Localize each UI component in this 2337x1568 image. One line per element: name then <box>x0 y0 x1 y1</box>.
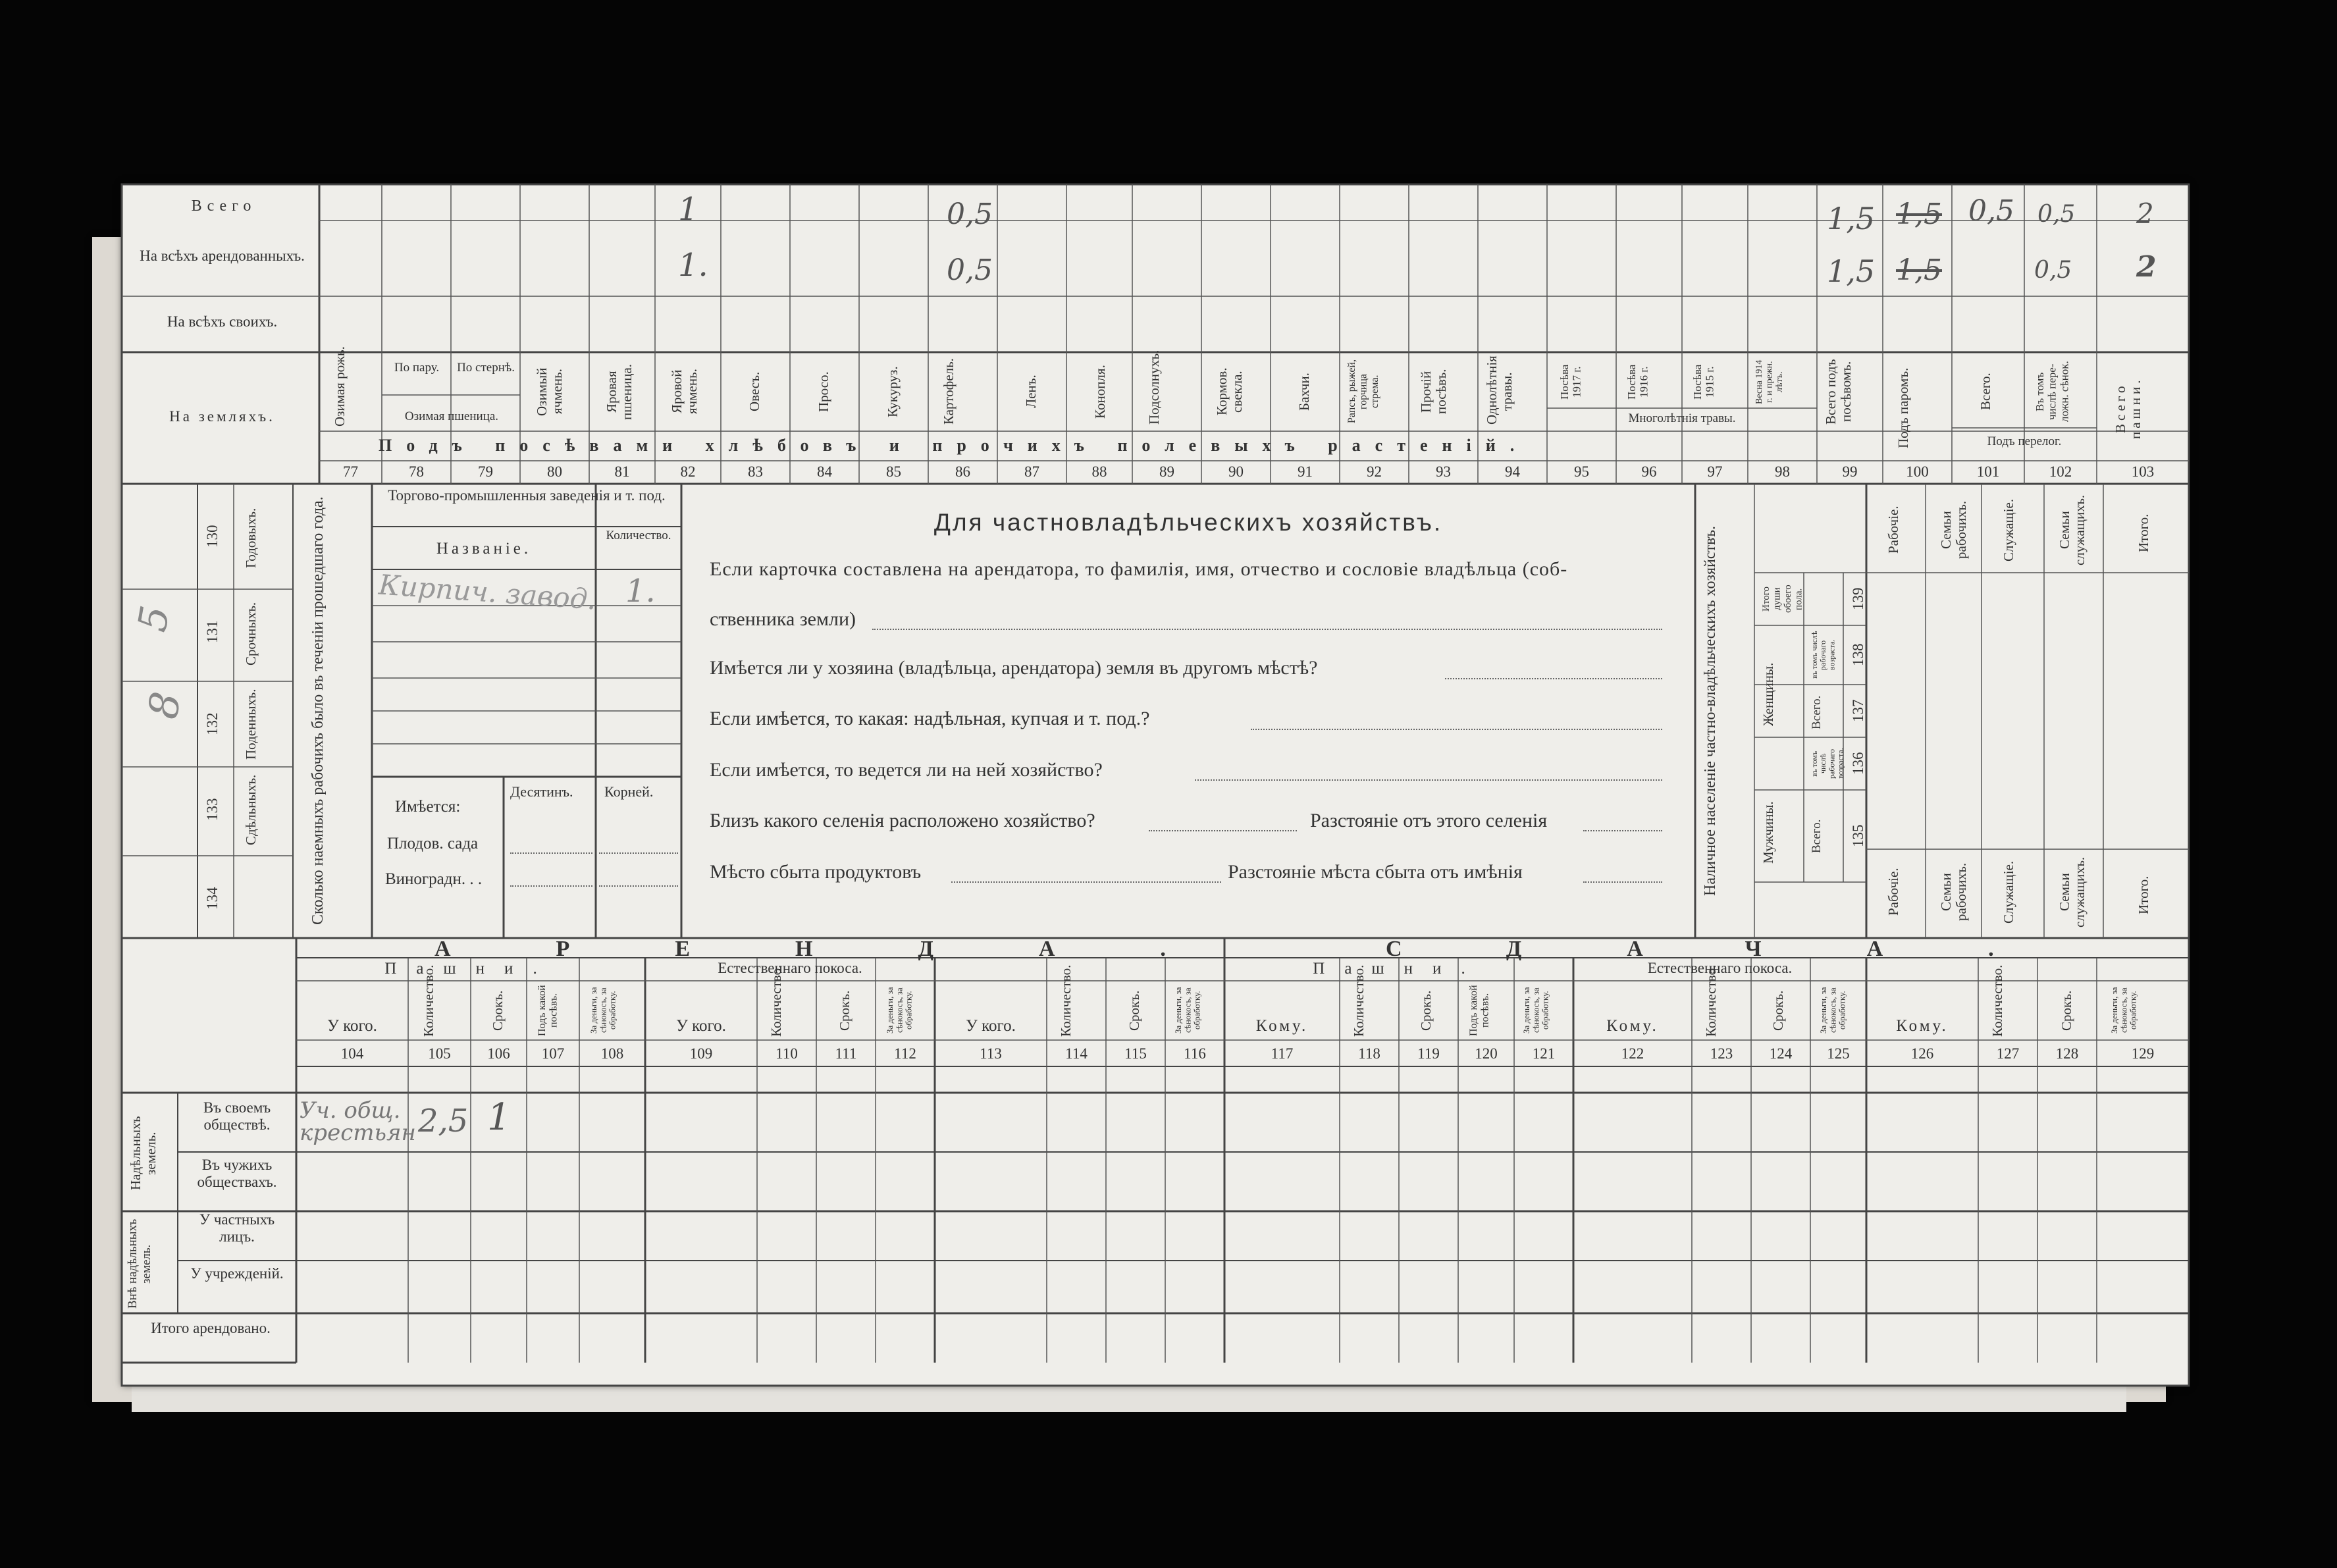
lease-col-number: 112 <box>894 1045 916 1062</box>
vineyard-roots-line <box>599 885 678 887</box>
hw-total-fallow-incl: 0,5 <box>2037 201 2076 228</box>
private-q2-line <box>1445 678 1662 679</box>
pop-servants: Служащіе. <box>2001 498 2016 562</box>
row-label-rented: На всѣхъ арендованныхъ. <box>140 248 305 264</box>
col-head-sunflower: Подсолнухъ. <box>1146 350 1162 425</box>
pop-workers-bottom: Рабочіе. <box>1885 868 1901 916</box>
col-head-winter-barley: Озимый ячмень. <box>534 367 565 416</box>
col-head-flax: Ленъ. <box>1023 375 1039 409</box>
private-q6b: Разстояніе мѣста сбыта отъ имѣнія <box>1228 861 1523 883</box>
row-private-persons: У частныхъ лицъ. <box>199 1211 275 1245</box>
row-label-total: Всего <box>191 197 257 215</box>
lease-col-number: 105 <box>428 1045 451 1062</box>
lease-hay-s1: Естественнаго покоса. <box>1647 960 1793 976</box>
crop-col-number: 87 <box>1024 463 1039 480</box>
hw-total-arable: 2 <box>2136 197 2154 230</box>
hw-rented-sown: 1,5 <box>1827 253 1876 289</box>
hw-margin-8: 8 <box>138 688 191 723</box>
private-q1b: ственника земли) <box>710 608 856 630</box>
sub-crop-1: Подъ какой посѣвъ. <box>1468 985 1491 1036</box>
crop-col-number: 92 <box>1367 463 1382 480</box>
vineyard-desyatin-line <box>510 885 592 887</box>
col-head-annual-grass: Однолѣтнія травы. <box>1484 355 1515 425</box>
col-head-potato: Картофель. <box>941 358 957 425</box>
hw-rented-fallow: 1,5 <box>1896 253 1942 287</box>
lease-col-number: 125 <box>1827 1045 1850 1062</box>
hw-rented-fallow-incl: 0,5 <box>2034 257 2072 284</box>
crop-col-number: 101 <box>1976 463 2000 480</box>
pop-col-138: 138 <box>1850 643 1866 667</box>
col-head-fodder-beet: Кормов. свекла. <box>1214 367 1246 416</box>
crop-col-number: 97 <box>1707 463 1723 480</box>
col-head-maize: Кукуруз. <box>885 366 901 417</box>
worker-col-134: 134 <box>204 887 221 910</box>
pop-women: Женщины. <box>1760 662 1776 727</box>
hw-enterprise-name: Кирпич. завод. <box>377 568 598 616</box>
private-q5b-line <box>1583 830 1662 831</box>
col-head-total-sown: Всего подъ посѣвомъ. <box>1823 359 1854 425</box>
col-head-by-stubble: По стернѣ. <box>457 361 515 375</box>
lease-col-number: 104 <box>340 1045 364 1062</box>
orchard-label: Плодов. сада <box>387 835 479 852</box>
private-q4: Если имѣется, то ведется ли на ней хозяйство? <box>710 759 1103 781</box>
vineyard-label: Виноградн. . . <box>385 870 483 888</box>
crop-col-number: 77 <box>343 463 358 480</box>
col-head-millet: Просо. <box>816 371 831 412</box>
hw-enterprise-qty: 1. <box>625 573 656 610</box>
lease-col-number: 109 <box>689 1045 713 1062</box>
lease-col-number: 106 <box>487 1045 510 1062</box>
private-q6b-line <box>1583 881 1662 883</box>
col-head-other-crops: Прочій посѣвъ. <box>1418 369 1450 415</box>
crop-col-number: 103 <box>2131 463 2155 480</box>
row-own-society: Въ своемъ обществѣ. <box>203 1099 271 1134</box>
lease-arable-a: Пашни. <box>384 960 557 978</box>
row-institutions: У учрежденій. <box>190 1265 284 1282</box>
worker-col-131: 131 <box>204 620 221 644</box>
crop-col-number: 88 <box>1091 463 1107 480</box>
lease-to-whom-2: Кому. <box>1606 1017 1659 1035</box>
private-q5b: Разстояніе отъ этого селенія <box>1310 810 1548 831</box>
pop-col-136: 136 <box>1850 752 1866 775</box>
crop-col-number: 89 <box>1159 463 1174 480</box>
col-head-sown-1914: Весна 1914 г. и прежн. лѣтъ. <box>1754 359 1785 404</box>
hw-rented-arable: 2 <box>2136 250 2157 284</box>
crop-col-number: 83 <box>748 463 763 480</box>
lease-col-number: 120 <box>1475 1045 1498 1062</box>
sub-pay-1: За деньги, за сѣнокосъ, за обработку. <box>1521 987 1550 1034</box>
lease-col-number: 110 <box>775 1045 798 1062</box>
private-q1: Если карточка составлена на арендатора, то фамилія, имя, отчество и сословіе владѣльца (соб- <box>710 558 1568 580</box>
row-total-rented: Итого арендовано. <box>151 1320 271 1336</box>
worker-col-132: 132 <box>204 712 221 736</box>
hw-margin-5: 5 <box>129 602 179 635</box>
crop-col-number: 84 <box>817 463 832 480</box>
available-label: Имѣется: <box>395 798 461 816</box>
lease-from-whom-2: У кого. <box>676 1017 726 1035</box>
worker-col-133: 133 <box>204 798 221 822</box>
private-q5a-line <box>1149 830 1297 831</box>
col-head-arable-total: Всего пашни. <box>2113 377 2144 440</box>
crop-col-number: 93 <box>1436 463 1451 480</box>
lease-qty-3: Количество. <box>1058 964 1074 1037</box>
worker-question: Сколько наемныхъ рабочихъ было въ теченіи прошедшаго года. <box>309 496 327 926</box>
row-allotment: Надѣльныхъ земель. <box>128 1116 159 1191</box>
col-head-sown-1915: Посѣва 1915 г. <box>1691 364 1716 400</box>
pop-women-total: Всего. <box>1810 695 1824 730</box>
col-head-hemp: Конопля. <box>1092 365 1108 419</box>
private-q4-line <box>1195 779 1662 781</box>
col-head-spring-wheat: Яровая пшеница. <box>604 363 635 420</box>
pop-col-139: 139 <box>1850 587 1866 611</box>
pop-total-all: Итого души обоего пола. <box>1761 585 1804 614</box>
private-q5a: Близъ какого селенія расположено хозяйство? <box>710 810 1095 831</box>
lease-col-number: 123 <box>1710 1045 1733 1062</box>
col-head-melons: Бахчи. <box>1296 373 1312 411</box>
crop-col-number: 90 <box>1228 463 1244 480</box>
hw-total-fallow: 1,5 <box>1896 197 1942 231</box>
pop-servants-bottom: Служащіе. <box>2001 860 2016 924</box>
lease-pay-3: За деньги, за сѣнокосъ, за обработку. <box>1173 987 1202 1034</box>
pop-worker-families: Семьи рабочихъ. <box>1938 500 1970 560</box>
lease-from-whom-1: У кого. <box>327 1017 377 1035</box>
crop-col-number: 78 <box>409 463 424 480</box>
worker-piece: Сдѣльныхъ. <box>243 774 259 845</box>
worker-term: Срочныхъ. <box>243 602 259 666</box>
col-head-fallow-group: Подъ перелог. <box>1987 434 2062 448</box>
lease-sdacha-heading: СДАЧА. <box>1386 937 2099 961</box>
crop-col-number: 91 <box>1298 463 1313 480</box>
lease-to-whom-1: Кому. <box>1255 1017 1309 1035</box>
private-q3: Если имѣется, то какая: надѣльная, купчая и т. под.? <box>710 708 1150 729</box>
lease-col-number: 116 <box>1184 1045 1206 1062</box>
crop-col-number: 82 <box>680 463 696 480</box>
private-q2: Имѣется ли у хозяина (владѣльца, арендатора) земля въ другомъ мѣстѣ? <box>710 657 1318 679</box>
pop-men-total: Всего. <box>1810 819 1824 853</box>
sub-term-2: Срокъ. <box>1770 990 1786 1031</box>
private-farms-title: Для частновладѣльческихъ хозяйствъ. <box>933 509 1443 536</box>
col-head-winter-wheat: Озимая пшеница. <box>404 409 499 423</box>
worker-yearly: Годовыхъ. <box>243 508 259 569</box>
crop-col-number: 96 <box>1641 463 1657 480</box>
crop-col-number: 79 <box>478 463 493 480</box>
col-head-oats: Овесъ. <box>747 371 762 412</box>
lease-qty-2: Количество. <box>768 964 784 1037</box>
lease-col-number: 121 <box>1532 1045 1556 1062</box>
lease-hay-a1: Естественнаго покоса. <box>718 960 862 976</box>
lease-col-number: 126 <box>1910 1045 1934 1062</box>
col-head-spring-barley: Яровой ячмень. <box>669 369 700 415</box>
lease-col-number: 128 <box>2055 1045 2079 1062</box>
col-head-sown-1917: Посѣва 1917 г. <box>1558 364 1583 400</box>
lease-qty-1: Количество. <box>421 964 436 1037</box>
crop-col-number: 98 <box>1775 463 1790 480</box>
population-title: Наличное населеніе частно-владѣльческихъ хозяйствъ. <box>1702 525 1719 897</box>
col-head-fallow-included: Въ томъ числѣ пере-ложн. сѣнок. <box>2034 361 2071 423</box>
lease-col-number: 118 <box>1358 1045 1380 1062</box>
pop-workers: Рабочіе. <box>1885 506 1901 554</box>
lease-col-number: 117 <box>1271 1045 1294 1062</box>
lease-col-number: 127 <box>1996 1045 2020 1062</box>
row-label-own: На всѣхъ своихъ. <box>167 313 278 330</box>
hw-total-spring-barley: 1 <box>678 191 698 228</box>
col-head-rapeseed: Рапсъ, рыжей, горчица стрема. <box>1346 359 1381 424</box>
private-q6a: Мѣсто сбыта продуктовъ <box>710 861 922 883</box>
row-other-society: Въ чужихъ обществахъ. <box>197 1157 277 1191</box>
crop-col-number: 80 <box>547 463 562 480</box>
pop-men: Мужчины. <box>1760 801 1776 864</box>
lease-pay-1: За деньги, за сѣнокосъ, за обработку. <box>589 987 617 1034</box>
crop-col-number: 85 <box>886 463 901 480</box>
crop-col-number: 99 <box>1842 463 1858 480</box>
lease-col-number: 114 <box>1065 1045 1088 1062</box>
pop-grand-total-bottom: Итого. <box>2136 875 2151 915</box>
pop-servant-families: Семьи служащихъ. <box>2057 494 2088 565</box>
hw-total-potato: 0,5 <box>947 197 993 231</box>
hw-total-fallow-total: 0,5 <box>1968 194 2014 228</box>
col-head-perennial: Многолѣтнія травы. <box>1628 411 1736 425</box>
lease-to-whom-3: Кому. <box>1896 1017 1949 1035</box>
crops-banner: Подъ посѣвами хлѣбовъ и прочихъ полевыхъ растеній. <box>379 436 1529 455</box>
lease-crop-1: Подъ какой посѣвъ. <box>537 985 560 1036</box>
lease-col-number: 113 <box>980 1045 1002 1062</box>
sub-term-3: Срокъ. <box>2059 990 2074 1031</box>
lease-col-number: 111 <box>835 1045 857 1062</box>
sub-qty-2: Количество. <box>1703 964 1719 1037</box>
worker-col-130: 130 <box>204 525 221 548</box>
sub-qty-3: Количество. <box>1989 964 2005 1037</box>
roots-header: Корней. <box>604 783 654 800</box>
col-head-sown-1916: Посѣва 1916 г. <box>1625 364 1650 400</box>
lease-term-3: Срокъ. <box>1126 990 1142 1031</box>
sub-pay-3: За деньги, за сѣнокосъ, за обработку. <box>2109 987 2138 1034</box>
hw-lease-qty: 2,5 <box>418 1103 469 1139</box>
lease-col-number: 119 <box>1417 1045 1440 1062</box>
col-head-by-fallow: По пару. <box>394 361 440 375</box>
orchard-roots-line <box>599 852 678 854</box>
enterprise-title: Торгово-промышленныя заведенія и т. под. <box>388 487 666 504</box>
lease-col-number: 115 <box>1124 1045 1147 1062</box>
row-non-allotment: Внѣ надѣльныхъ земель. <box>126 1218 153 1309</box>
lease-arenda-heading: АРЕНДА. <box>434 937 1271 961</box>
hw-total-sown: 1,5 <box>1827 201 1876 236</box>
crop-col-number: 94 <box>1505 463 1520 480</box>
lease-term-2: Срокъ. <box>837 990 853 1031</box>
enterprise-qty-header: Количество. <box>606 529 671 542</box>
hw-lease-term: 1 <box>487 1096 511 1139</box>
lease-col-number: 124 <box>1769 1045 1793 1062</box>
pop-women-working: въ томъ числѣ рабочаго возраста. <box>1810 631 1837 679</box>
sub-term-1: Срокъ. <box>1418 990 1434 1031</box>
desyatin-header: Десятинъ. <box>510 783 573 800</box>
hw-lease-who: Уч. общ. крестьян <box>300 1097 416 1146</box>
lease-col-number: 122 <box>1621 1045 1644 1062</box>
crop-col-number: 102 <box>2049 463 2072 480</box>
crop-col-number: 95 <box>1574 463 1589 480</box>
hw-rented-spring-barley: 1. <box>678 247 708 284</box>
lease-term-1: Срокъ. <box>490 990 506 1031</box>
lease-arable-s: Пашни. <box>1313 960 1485 978</box>
pop-col-135: 135 <box>1850 824 1866 848</box>
sub-qty-1: Количество. <box>1351 964 1367 1037</box>
lease-from-whom-3: У кого. <box>966 1017 1016 1035</box>
lease-col-number: 129 <box>2131 1045 2155 1062</box>
col-head-fallow-total: Всего. <box>1978 373 1993 411</box>
hw-rented-potato: 0,5 <box>947 253 993 287</box>
pop-worker-families-bottom: Семьи рабочихъ. <box>1938 862 1970 922</box>
sub-pay-2: За деньги, за сѣнокосъ, за обработку. <box>1818 987 1847 1034</box>
private-q1-line <box>872 629 1662 630</box>
private-q3-line <box>1251 729 1662 730</box>
private-q6a-line <box>951 881 1221 883</box>
enterprise-name-header: Названіе. <box>436 540 532 558</box>
col-head-under-fallow: Подъ паромъ. <box>1895 367 1911 449</box>
col-head-winter-rye: Озимая рожь. <box>332 346 348 427</box>
pop-servant-families-bottom: Семьи служащихъ. <box>2057 856 2088 928</box>
pop-col-137: 137 <box>1850 699 1866 723</box>
lease-col-number: 108 <box>600 1045 624 1062</box>
lease-pay-2: За деньги, за сѣнокосъ, за обработку. <box>885 987 914 1034</box>
crop-col-number: 86 <box>955 463 970 480</box>
lease-col-number: 107 <box>541 1045 565 1062</box>
orchard-desyatin-line <box>510 852 592 854</box>
pop-men-working: въ томъ числѣ рабочаго возраста. <box>1810 748 1845 779</box>
pop-grand-total: Итого. <box>2136 513 2151 553</box>
worker-daily: Поденныхъ. <box>243 689 259 760</box>
crop-col-number: 81 <box>614 463 630 480</box>
crop-col-number: 100 <box>1906 463 1929 480</box>
row-label-lands: На земляхъ. <box>169 408 275 425</box>
